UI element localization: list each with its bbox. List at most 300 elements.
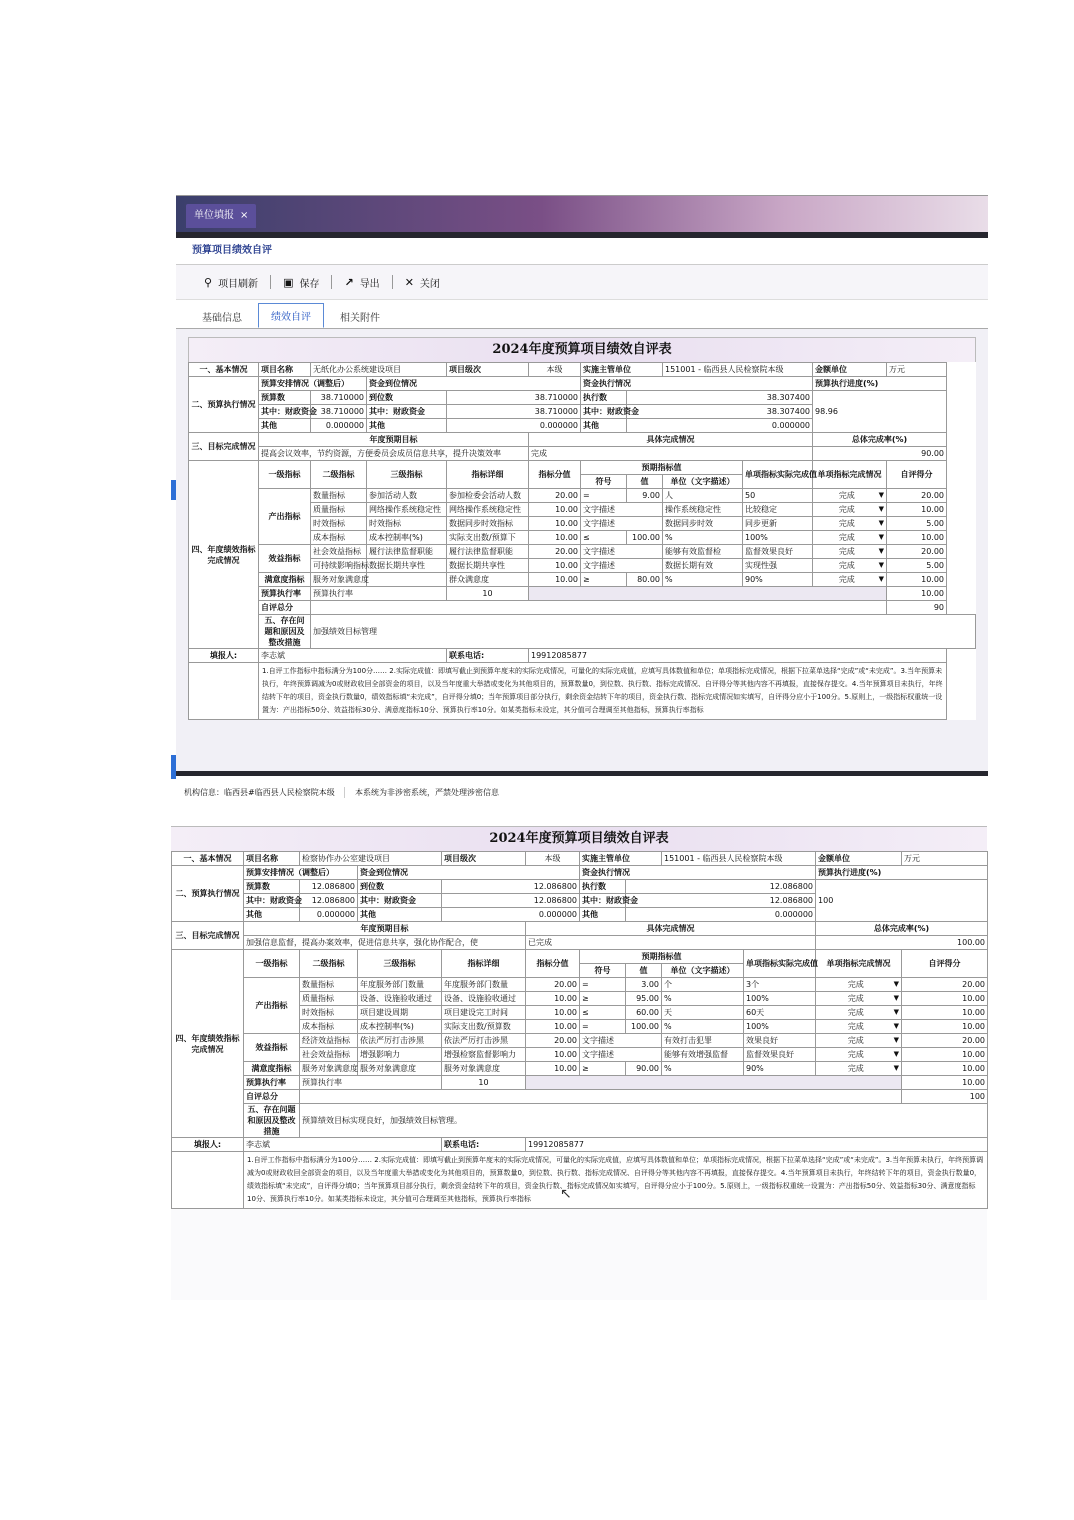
dropdown-arrow-icon: ▼ <box>893 980 900 988</box>
self-total: 100 <box>902 1090 988 1104</box>
score-cell: 10.00 <box>529 573 581 587</box>
fiscal2-value: 38.710000 <box>447 405 581 419</box>
actual-cell: 90% <box>744 1062 816 1076</box>
score-cell: 20.00 <box>529 489 581 503</box>
actual-cell: 实现性强 <box>743 559 813 573</box>
l1-cell: 效益指标 <box>259 545 311 573</box>
budget-exec-label: 预算执行率 <box>259 587 311 601</box>
l3-cell: 依法严厉打击涉黑 <box>358 1034 442 1048</box>
score-cell: 10.00 <box>529 531 581 545</box>
sign-cell: 文字描述 <box>581 503 663 517</box>
actual-cell: 100% <box>743 531 813 545</box>
label: 执行数 <box>580 880 626 894</box>
window-tab-bar <box>176 196 988 232</box>
sign-cell: = <box>580 978 626 992</box>
save-button[interactable] <box>271 275 332 289</box>
label: 总体完成率(%) <box>816 922 988 936</box>
filler-label: 填报人: <box>172 1138 244 1152</box>
label: 资金执行情况 <box>581 377 813 391</box>
section-issues: 五、存在问题和原因及整改措施 <box>244 1104 300 1138</box>
l2-cell: 成本指标 <box>300 1020 358 1034</box>
header-self: 自评得分 <box>902 950 988 978</box>
status-value: 完成 <box>847 980 864 989</box>
filler-name[interactable]: 李志斌 <box>244 1138 442 1152</box>
project-level: 本级 <box>526 852 580 866</box>
sign-cell: ≥ <box>580 1062 626 1076</box>
dropdown-arrow-icon: ▼ <box>878 519 885 527</box>
actual-cell: 效果良好 <box>744 1034 816 1048</box>
dropdown-arrow-icon: ▼ <box>893 1050 900 1058</box>
export-button[interactable] <box>332 275 392 289</box>
status-value: 完成 <box>847 1008 864 1017</box>
detail-cell: 年度服务部门数量 <box>442 978 526 992</box>
value-cell: 95.00 <box>626 992 662 1006</box>
empty-cell <box>529 587 887 601</box>
header-detail: 指标详细 <box>442 950 526 978</box>
label: 预算执行进度(%) <box>813 377 947 391</box>
l1-cell: 满意度指标 <box>259 573 311 587</box>
self-score-cell: 10.00 <box>902 1048 988 1062</box>
project-name: 无纸化办公系统建设项目 <box>311 363 447 377</box>
sign-cell: 文字描述 <box>581 545 663 559</box>
section-basic: 一、基本情况 <box>189 363 259 377</box>
issues-input[interactable]: 加强绩效目标管理 <box>311 615 976 649</box>
self-total: 90 <box>887 601 947 615</box>
other3-value: 0.000000 <box>626 908 816 922</box>
label: 其他 <box>358 908 442 922</box>
sign-cell: 文字描述 <box>580 1034 662 1048</box>
alloc-value: 38.710000 <box>447 391 581 405</box>
detail-cell: 网络操作系统稳定性 <box>447 503 529 517</box>
label: 到位数 <box>358 880 442 894</box>
value-cell: 100.00 <box>627 531 663 545</box>
detail-cell: 实际支出数/预算下 <box>447 531 529 545</box>
l3-cell: 数据长期共享性 <box>367 559 447 573</box>
close-label: 关闭 <box>419 278 440 290</box>
header-value: 值 <box>627 475 663 489</box>
self-score-cell: 10.00 <box>902 1062 988 1076</box>
label: 预算数 <box>259 391 311 405</box>
l3-cell: 成本控制率(%) <box>367 531 447 545</box>
phone-label: 联系电话: <box>447 649 529 663</box>
tab-performance-self-eval[interactable]: 绩效自评 <box>258 303 324 328</box>
status-select[interactable] <box>816 1048 902 1062</box>
actual-cell: 监督效果良好 <box>743 545 813 559</box>
self-total-label: 自评总分 <box>259 601 311 615</box>
value-cell: 80.00 <box>627 573 663 587</box>
label: 其中：财政资金 <box>581 405 627 419</box>
label: 具体完成情况 <box>526 922 816 936</box>
screenshot-form-2 <box>171 826 987 1300</box>
refresh-button[interactable] <box>192 275 271 289</box>
self-score-cell: 10.00 <box>902 1020 988 1034</box>
header-l3: 三级指标 <box>367 461 447 489</box>
label: 项目级次 <box>447 363 529 377</box>
status-value: 完成 <box>838 519 855 528</box>
status-value: 完成 <box>847 1036 864 1045</box>
label: 到位数 <box>367 391 447 405</box>
l3-cell: 设备、设施验收通过 <box>358 992 442 1006</box>
status-select[interactable] <box>813 503 887 517</box>
unit-cell: 能够有效监督检 <box>663 545 743 559</box>
budget-exec-self: 10.00 <box>902 1076 988 1090</box>
fiscal2-value: 12.086800 <box>442 894 580 908</box>
l3-cell: 网络操作系统稳定性 <box>367 503 447 517</box>
value-cell: 60.00 <box>626 1006 662 1020</box>
unit-cell: 能够有效增强监督 <box>662 1048 744 1062</box>
actual-cell: 100% <box>744 1020 816 1034</box>
exec-value: 38.307400 <box>627 391 813 405</box>
project-name: 检察协作办公室建设项目 <box>300 852 442 866</box>
dropdown-arrow-icon: ▼ <box>893 1036 900 1044</box>
detail-cell: 项目建设完工时间 <box>442 1006 526 1020</box>
detail-cell: 群众满意度 <box>447 573 529 587</box>
header-sign: 符号 <box>581 475 627 489</box>
self-eval-table <box>188 362 976 720</box>
budget-exec-score: 10 <box>447 587 529 601</box>
other-value: 0.000000 <box>300 908 358 922</box>
label: 金额单位 <box>813 363 887 377</box>
dropdown-arrow-icon: ▼ <box>878 547 885 555</box>
header-expected: 预期指标值 <box>581 461 743 475</box>
actual-cell: 60天 <box>744 1006 816 1020</box>
self-score-cell: 10.00 <box>887 531 947 545</box>
label: 预算执行进度(%) <box>816 866 988 880</box>
empty-cell <box>300 1090 902 1104</box>
phone-value[interactable]: 19912085877 <box>529 649 947 663</box>
unit-cell: 天 <box>662 1006 744 1020</box>
score-cell: 10.00 <box>526 1020 580 1034</box>
table-row <box>172 978 988 992</box>
actual-cell: 同步更新 <box>743 517 813 531</box>
other2-value: 0.000000 <box>447 419 581 433</box>
label: 总体完成率(%) <box>813 433 947 447</box>
detail-cell: 实际支出数/预算数 <box>442 1020 526 1034</box>
actual-cell: 50 <box>743 489 813 503</box>
tab-unit-report[interactable] <box>186 204 256 228</box>
sign-cell: ≥ <box>581 573 627 587</box>
l3-cell: 服务对象满意度 <box>358 1062 442 1076</box>
status-select[interactable] <box>813 517 887 531</box>
table-row <box>172 1034 988 1048</box>
self-score-cell: 10.00 <box>902 1006 988 1020</box>
l2-cell: 服务对象满意度 <box>300 1062 358 1076</box>
search-icon: ⚲ <box>204 275 213 289</box>
label: 其中：财政资金 <box>580 894 626 908</box>
header-l2: 二级指标 <box>300 950 358 978</box>
header-l1: 一级指标 <box>259 461 311 489</box>
status-select[interactable] <box>813 489 887 503</box>
other-value: 0.000000 <box>311 419 367 433</box>
header-unit: 单位（文字描述） <box>662 964 744 978</box>
close-x-icon: ✕ <box>404 275 414 289</box>
status-value: 完成 <box>838 575 855 584</box>
value-cell: 3.00 <box>626 978 662 992</box>
value-cell: 9.00 <box>627 489 663 503</box>
section-basic: 一、基本情况 <box>172 852 244 866</box>
actual-cell: 90% <box>743 573 813 587</box>
fiscal3-value: 12.086800 <box>626 894 816 908</box>
unit: 万元 <box>887 363 947 377</box>
label: 其他 <box>580 908 626 922</box>
header-l2: 二级指标 <box>311 461 367 489</box>
score-cell: 10.00 <box>526 1062 580 1076</box>
detail-cell: 履行法律监督职能 <box>447 545 529 559</box>
filler-name[interactable]: 李志斌 <box>259 649 447 663</box>
budget-value: 12.086800 <box>300 880 358 894</box>
screenshot-window <box>176 195 988 808</box>
empty-cell <box>189 663 259 720</box>
close-button[interactable] <box>393 275 452 289</box>
header-self: 自评得分 <box>887 461 947 489</box>
actual-completion: 完成 <box>529 447 813 461</box>
actual-cell: 100% <box>744 992 816 1006</box>
section-budget: 二、预算执行情况 <box>172 866 244 922</box>
mouse-cursor-icon: ↖ <box>560 1186 572 1202</box>
detail-cell: 增强检察监督影响力 <box>442 1048 526 1062</box>
alloc-value: 12.086800 <box>442 880 580 894</box>
label: 实施主管单位 <box>580 852 662 866</box>
close-icon[interactable]: × <box>240 210 249 221</box>
total-rate: 90.00 <box>813 447 947 461</box>
l3-cell: 增强影响力 <box>358 1048 442 1062</box>
unit-cell: % <box>663 531 743 545</box>
detail-cell: 数据长期共享性 <box>447 559 529 573</box>
header-expected: 预期指标值 <box>580 950 744 964</box>
status-value: 完成 <box>847 1050 864 1059</box>
form-title: 2024年度预算项目绩效自评表 <box>188 337 976 362</box>
label: 其他 <box>259 419 311 433</box>
header-status: 单项指标完成情况 <box>813 461 887 489</box>
unit-cell: 数据长期有效 <box>663 559 743 573</box>
l3-cell: 参加活动人数 <box>367 489 447 503</box>
l3-cell: 成本控制率(%) <box>358 1020 442 1034</box>
tab-attachments[interactable]: 相关附件 <box>340 313 380 324</box>
l1-cell: 满意度指标 <box>244 1062 300 1076</box>
annual-target: 提高会议效率，节约资源，方便委员会成员信息共享，提升决策效率 <box>259 447 529 461</box>
l3-cell: 项目建设周期 <box>358 1006 442 1020</box>
label: 资金执行情况 <box>580 866 816 880</box>
status-value: 完成 <box>838 561 855 570</box>
label: 具体完成情况 <box>529 433 813 447</box>
status-select[interactable] <box>816 1034 902 1048</box>
dropdown-arrow-icon: ▼ <box>878 575 885 583</box>
header-actual: 单项指标实际完成值 <box>744 950 816 978</box>
l1-cell: 效益指标 <box>244 1034 300 1062</box>
label: 其中：财政资金 <box>358 894 442 908</box>
status-select[interactable] <box>816 992 902 1006</box>
label: 项目级次 <box>442 852 526 866</box>
security-notice: 本系统为非涉密系统，严禁处理涉密信息 <box>355 787 499 797</box>
self-score-cell: 10.00 <box>902 992 988 1006</box>
value-cell: 90.00 <box>626 1062 662 1076</box>
table-row <box>189 545 976 559</box>
notes-text: 1.自评工作指标中指标满分为100分…… 2.实际完成值：即填写截止到预算年度末的实际完成情况，可量化的实际完成值，应填写具体数值和单位；单项指标完成情况，根据下拉菜单选择“完成”或“未完成”。3.当年预算未执行，年终预算调减为0或财政收回全部资金的项目，以及当年度重大举措或变化为其他项目的，预算数量0，到位数、执行数、指标完成情况、自评得分等其他内容不再填报，直接保存提交。4.当年预算项目未执行，年终结转下年的项目，资金执行数量0，绩效指标填“未完成”，自评得分填0；当年预算项目部分执行，剩余资金结转下年的项目，资金执行数、指标完成情况如实填写，自评得分应小于100分。5.原则上，一级指标权重统一设置为：产出指标50分、效益指标30分、满意度指标10分、预算执行率10分。如某类指标未设定，其分值可合理调至其他指标，预算执行率指标 <box>244 1152 988 1209</box>
l2-cell: 质量指标 <box>300 992 358 1006</box>
sign-cell: 文字描述 <box>581 559 663 573</box>
status-select[interactable] <box>813 531 887 545</box>
unit-cell: 操作系统稳定性 <box>663 503 743 517</box>
status-select[interactable] <box>816 1020 902 1034</box>
budget-exec-label2: 预算执行率 <box>311 587 447 601</box>
status-value: 完成 <box>847 994 864 1003</box>
fiscal3-value: 38.307400 <box>627 405 813 419</box>
section-issues: 五、存在问题和原因及整改措施 <box>259 615 311 649</box>
save-icon: ▣ <box>283 275 294 289</box>
unit-cell: % <box>662 1062 744 1076</box>
dropdown-arrow-icon: ▼ <box>878 533 885 541</box>
unit: 万元 <box>902 852 988 866</box>
total-rate: 100.00 <box>816 936 988 950</box>
fiscal-value: 38.710000 <box>311 405 367 419</box>
phone-value[interactable]: 19912085877 <box>526 1138 988 1152</box>
header-value: 值 <box>626 964 662 978</box>
self-total-label: 自评总分 <box>244 1090 300 1104</box>
section-target: 三、目标完成情况 <box>189 433 259 461</box>
detail-cell: 参加检委会活动人数 <box>447 489 529 503</box>
sign-cell: ≤ <box>581 531 627 545</box>
value-cell: 100.00 <box>626 1020 662 1034</box>
score-cell: 20.00 <box>526 1034 580 1048</box>
sign-cell: 文字描述 <box>581 517 663 531</box>
dropdown-arrow-icon: ▼ <box>878 561 885 569</box>
self-score-cell: 5.00 <box>887 517 947 531</box>
label: 预算安排情况（调整后） <box>244 866 358 880</box>
budget-exec-label: 预算执行率 <box>244 1076 300 1090</box>
org-info: 机构信息：临西县#临西县人民检察院本级 <box>176 787 345 798</box>
page-title: 预算项目绩效自评 <box>176 238 988 265</box>
label: 项目名称 <box>259 363 311 377</box>
header-status: 单项指标完成情况 <box>816 950 902 978</box>
actual-cell: 比较稳定 <box>743 503 813 517</box>
self-score-cell: 20.00 <box>887 489 947 503</box>
label: 年度预期目标 <box>259 433 529 447</box>
l2-cell: 成本指标 <box>311 531 367 545</box>
dropdown-arrow-icon: ▼ <box>878 491 885 499</box>
l2-cell: 时效指标 <box>300 1006 358 1020</box>
other3-value: 0.000000 <box>627 419 813 433</box>
tab-unit-report-label: 单位填报 <box>194 210 234 221</box>
unit-cell: % <box>662 992 744 1006</box>
score-cell: 10.00 <box>529 559 581 573</box>
actual-cell: 监督效果良好 <box>744 1048 816 1062</box>
label: 其他 <box>367 419 447 433</box>
l1-cell: 产出指标 <box>244 978 300 1034</box>
label: 其他 <box>244 908 300 922</box>
sign-cell: 文字描述 <box>580 1048 662 1062</box>
unit-cell: % <box>663 573 743 587</box>
tab-basic-info[interactable]: 基础信息 <box>202 313 242 324</box>
dropdown-arrow-icon: ▼ <box>893 994 900 1002</box>
status-select[interactable] <box>816 1062 902 1076</box>
status-select[interactable] <box>813 559 887 573</box>
dept: 151001 - 临西县人民检察院本级 <box>663 363 813 377</box>
self-score-cell: 20.00 <box>902 1034 988 1048</box>
l2-cell: 服务对象满意度 <box>311 573 367 587</box>
status-select[interactable] <box>813 545 887 559</box>
label: 资金到位情况 <box>367 377 581 391</box>
phone-label: 联系电话: <box>442 1138 526 1152</box>
table-row <box>189 489 976 503</box>
score-cell: 10.00 <box>526 1048 580 1062</box>
sign-cell: ≥ <box>580 992 626 1006</box>
score-cell: 10.00 <box>526 1006 580 1020</box>
budget-value: 38.710000 <box>311 391 367 405</box>
score-cell: 20.00 <box>529 545 581 559</box>
status-value: 完成 <box>838 547 855 556</box>
dropdown-arrow-icon: ▼ <box>878 505 885 513</box>
header-score: 指标分值 <box>526 950 580 978</box>
sign-cell: = <box>580 1020 626 1034</box>
unit-cell: 人 <box>663 489 743 503</box>
l3-cell <box>367 573 447 587</box>
status-select[interactable] <box>816 1006 902 1020</box>
status-value: 完成 <box>838 533 855 542</box>
l2-cell: 社会效益指标 <box>311 545 367 559</box>
label: 实施主管单位 <box>581 363 663 377</box>
header-l3: 三级指标 <box>358 950 442 978</box>
l2-cell: 经济效益指标 <box>300 1034 358 1048</box>
empty-cell <box>311 601 887 615</box>
section-indicators: 四、年度绩效指标完成情况 <box>172 950 244 1138</box>
l3-cell: 年度服务部门数量 <box>358 978 442 992</box>
label: 预算安排情况（调整后） <box>259 377 367 391</box>
header-l1: 一级指标 <box>244 950 300 978</box>
l2-cell: 数量指标 <box>311 489 367 503</box>
header-actual: 单项指标实际完成值 <box>743 461 813 489</box>
status-value: 完成 <box>838 505 855 514</box>
status-bar <box>176 771 988 808</box>
label: 其中：财政资金 <box>367 405 447 419</box>
notes-text: 1.自评工作指标中指标满分为100分…… 2.实际完成值：即填写截止到预算年度末的实际完成情况，可量化的实际完成值，应填写具体数值和单位；单项指标完成情况，根据下拉菜单选择“完成”或“未完成”。3.当年预算未执行，年终预算调减为0或财政收回全部资金的项目，以及当年度重大举措或变化为其他项目的，预算数量0，到位数、执行数、指标完成情况、自评得分等其他内容不再填报，直接保存提交。4.当年预算项目未执行，年终结转下年的项目，资金执行数量0，绩效指标填“未完成”，自评得分填0；当年预算项目部分执行，剩余资金结转下年的项目，资金执行数、指标完成情况如实填写，自评得分应小于100分。5.原则上，一级指标权重统一设置为：产出指标50分、效益指标30分、满意度指标10分、预算执行率10分。如某类指标未设定，其分值可合理调至其他指标，预算执行率指标 <box>259 663 947 720</box>
save-label: 保存 <box>299 278 320 290</box>
refresh-label: 项目刷新 <box>218 278 259 290</box>
issues-input[interactable]: 预算绩效目标实现良好，加强绩效目标管理。 <box>300 1104 988 1138</box>
l2-cell: 质量指标 <box>311 503 367 517</box>
other2-value: 0.000000 <box>442 908 580 922</box>
fiscal-value: 12.086800 <box>300 894 358 908</box>
dropdown-arrow-icon: ▼ <box>893 1008 900 1016</box>
label: 其中：财政资金 <box>259 405 311 419</box>
score-cell: 10.00 <box>529 517 581 531</box>
unit-cell: % <box>662 1020 744 1034</box>
filler-label: 填报人: <box>189 649 259 663</box>
sub-tabs <box>176 300 988 329</box>
section-target: 三、目标完成情况 <box>172 922 244 950</box>
header-unit: 单位（文字描述） <box>663 475 743 489</box>
status-select[interactable] <box>813 573 887 587</box>
budget-exec-label2: 预算执行率 <box>300 1076 442 1090</box>
score-cell: 10.00 <box>529 503 581 517</box>
status-select[interactable] <box>816 978 902 992</box>
self-score-cell: 20.00 <box>902 978 988 992</box>
export-icon: ↗ <box>344 275 354 289</box>
exec-rate: 98.96 <box>813 391 947 433</box>
label: 其中：财政资金 <box>244 894 300 908</box>
budget-exec-score: 10 <box>442 1076 526 1090</box>
header-detail: 指标详细 <box>447 461 529 489</box>
label: 项目名称 <box>244 852 300 866</box>
sign-cell: ≤ <box>580 1006 626 1020</box>
status-value: 完成 <box>838 491 855 500</box>
label: 年度预期目标 <box>244 922 526 936</box>
label: 执行数 <box>581 391 627 405</box>
section-indicators: 四、年度绩效指标完成情况 <box>189 461 259 649</box>
l2-cell: 时效指标 <box>311 517 367 531</box>
status-value: 完成 <box>847 1064 864 1073</box>
dropdown-arrow-icon: ▼ <box>893 1064 900 1072</box>
score-cell: 20.00 <box>526 978 580 992</box>
